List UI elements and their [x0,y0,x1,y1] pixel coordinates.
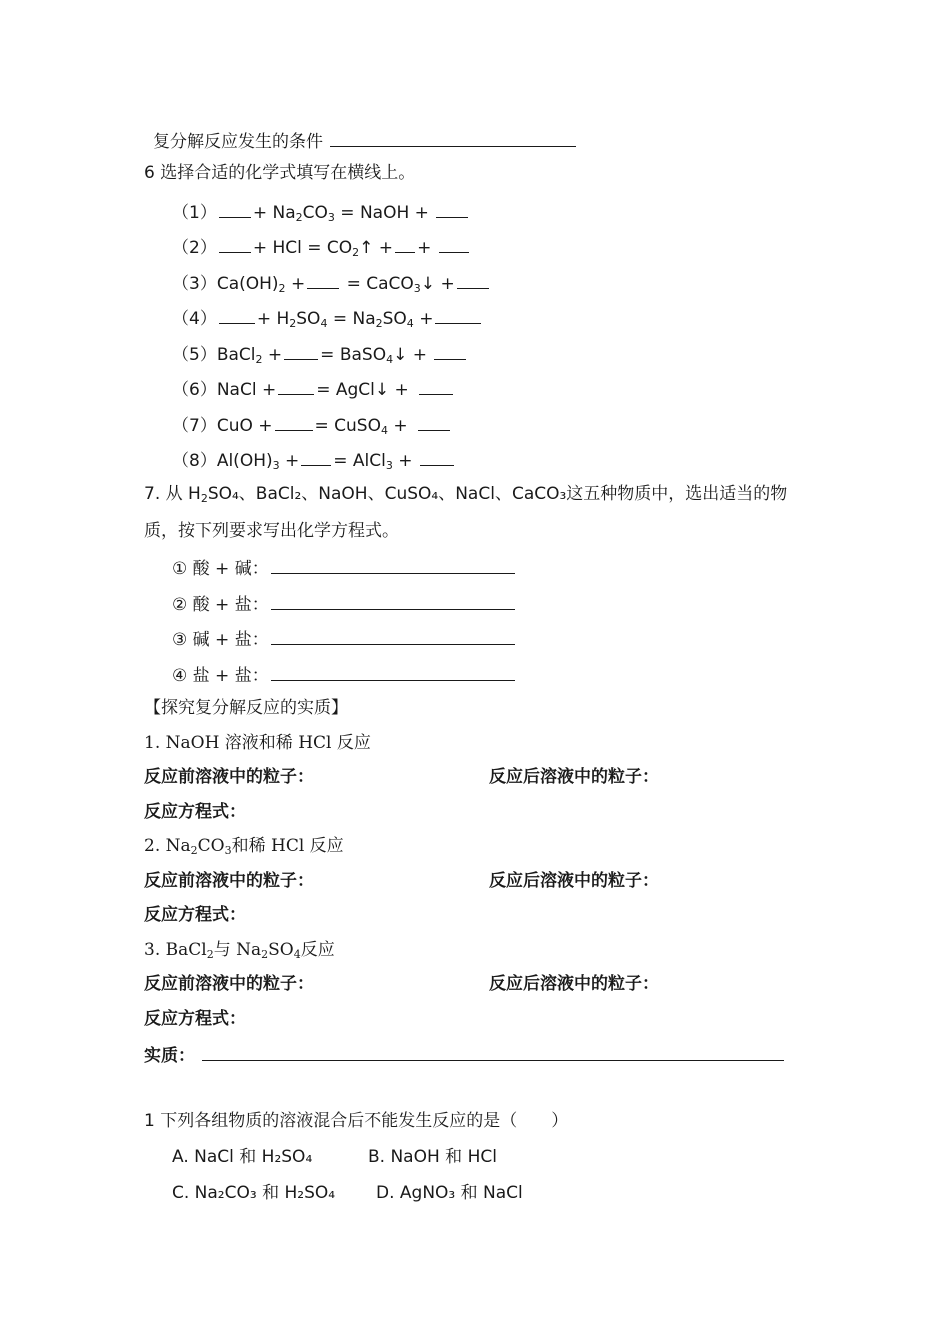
answer-blank[interactable] [420,447,454,466]
mc-question: 1 下列各组物质的溶液混合后不能发生反应的是（ ） [144,1111,569,1131]
essence-line [144,1042,786,1067]
reaction-1-before: 反应前溶液中的粒子： [144,767,314,787]
reaction-1-title: 1. NaOH 溶液和稀 HCl 反应 [144,733,371,753]
answer-blank[interactable] [271,626,515,645]
answer-blank[interactable] [439,234,469,253]
q7-item-3: ③ 碱 + 盐： [172,626,517,651]
answer-blank[interactable] [307,270,339,289]
q6-item-2: （2） + HCl = $CO_2↑$ + + [172,234,471,259]
q6-item-1: $(1) + Na_2CO_3$ = NaOH + [172,199,470,224]
answer-blank[interactable] [271,555,515,574]
answer-blank[interactable] [202,1042,784,1061]
answer-blank[interactable] [275,412,313,431]
answer-blank[interactable] [271,662,515,681]
answer-blank[interactable] [435,305,481,324]
reaction-2-after: 反应后溶液中的粒子： [489,871,659,891]
answer-blank[interactable] [436,199,468,218]
reaction-3-before: 反应前溶液中的粒子： [144,974,314,994]
q7-item-2: ② 酸 + 盐： [172,591,517,616]
q7-item-4: ④ 盐 + 盐： [172,662,517,687]
reaction-3-after: 反应后溶液中的粒子： [489,974,659,994]
reaction-3-title: 3. BaCl$_2$与 $Na_2SO_4$反应 [144,940,335,961]
q7-line-2: 质，按下列要求写出化学方程式。 [144,521,399,541]
condition-label: 复分解反应发生的条件 [153,132,323,152]
reaction-2-title: 2. $Na_2CO_3$和稀 HCl 反应 [144,836,344,857]
q7-item-1: ① 酸 + 碱： [172,555,517,580]
answer-blank[interactable] [395,234,415,253]
answer-blank[interactable] [278,376,314,395]
answer-blank[interactable] [418,412,450,431]
q6-item-7: （7）CuO + = CuSO$_4$ + [172,412,452,437]
q6-item-4: $(4) + H_2SO_4 = Na_2SO_4$ + [172,305,483,330]
mc-option-b[interactable]: B. NaOH 和 HCl [368,1147,497,1167]
mc-option-d[interactable]: D. AgNO₃ 和 NaCl [376,1183,523,1203]
answer-blank[interactable] [457,270,489,289]
q6-item-3: $(3)Ca(OH)_2$ + = CaCO$_3$↓ + [172,270,491,295]
answer-blank[interactable] [434,341,466,360]
q6-item-5: （5）BaCl$_2$ + = BaSO$_4$↓ + [172,341,468,366]
q6-item-6: （6）NaCl + = AgCl↓ + [172,376,455,401]
reaction-2-before: 反应前溶液中的粒子： [144,871,314,891]
q6-title: 6 选择合适的化学式填写在横线上。 [144,163,416,183]
answer-blank[interactable] [301,447,331,466]
q6-item-8: $(8)Al(OH)_3$ + = AlCl$_3$ + [172,447,456,472]
condition-line [153,128,578,153]
essence-label: 实质： [144,1046,195,1066]
answer-blank[interactable] [219,199,251,218]
answer-blank[interactable] [219,234,251,253]
reaction-2-equation: 反应方程式： [144,905,246,925]
answer-blank[interactable] [271,591,515,610]
mc-option-c[interactable]: C. Na₂CO₃ 和 H₂SO₄ [172,1183,336,1203]
q7-line-1: 7. 从 $H_2SO_4$、BaCl₂、NaOH、CuSO₄、NaCl、CaCO₃这五种物质中，选出适当的物 [144,484,788,505]
reaction-3-equation: 反应方程式： [144,1009,246,1029]
reaction-1-after: 反应后溶液中的粒子： [489,767,659,787]
answer-blank[interactable] [284,341,318,360]
explore-heading: 【探究复分解反应的实质】 [144,698,348,718]
answer-blank[interactable] [419,376,453,395]
answer-blank[interactable] [219,305,255,324]
reaction-1-equation: 反应方程式： [144,802,246,822]
answer-blank[interactable] [330,128,576,147]
mc-option-a[interactable]: A. NaCl 和 H₂SO₄ [172,1147,313,1167]
